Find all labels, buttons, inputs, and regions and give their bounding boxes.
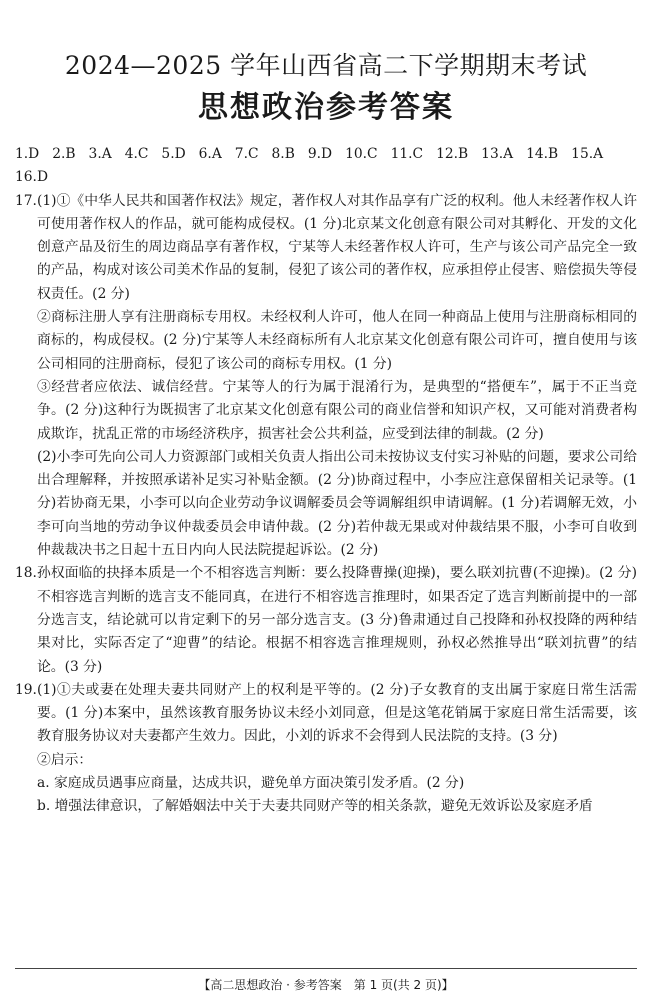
answer-paragraph: ②商标注册人享有注册商标专用权。未经权利人许可，他人在同一种商品上使用与注册商标相同的商标的，构成侵权。(2 分)宁某等人未经商标所有人北京某文化创意有限公司许可，擅自使用与该公司相同的注册商标，侵犯了该公司的商标专用权。(1 分)	[37, 309, 637, 372]
answer-paragraph: a. 家庭成员遇事应商量，达成共识，避免单方面决策引发矛盾。(2 分)	[37, 775, 465, 792]
mc-answer: 4.C	[124, 146, 149, 162]
mc-answer: 12.B	[436, 146, 469, 162]
page-footer: 【高二思想政治 · 参考答案 第 1 页(共 2 页)】	[198, 978, 454, 992]
question-number: 18.	[15, 565, 37, 582]
mc-answer: 16.D	[15, 169, 49, 186]
mc-answer: 15.A	[571, 146, 604, 162]
mc-answer: 13.A	[481, 146, 514, 162]
mc-answer: 10.C	[345, 146, 378, 162]
exam-subtitle: 思想政治参考答案	[198, 90, 454, 125]
question-17	[15, 190, 637, 563]
question-number: 19.	[15, 681, 37, 698]
mc-answer: 3.A	[88, 146, 112, 162]
mc-answer: 8.B	[271, 146, 295, 162]
mc-answer: 6.A	[198, 146, 222, 162]
mc-answer: 5.D	[161, 146, 186, 162]
question-18	[15, 562, 637, 678]
mc-answer: 2.B	[52, 146, 76, 162]
question-number: 17.	[15, 192, 37, 209]
mc-answer: 9.D	[307, 146, 333, 162]
question-19	[15, 679, 637, 819]
answer-paragraph: ③经营者应依法、诚信经营。宁某等人的行为属于混淆行为，是典型的“搭便车”，属于不正当竞争。(2 分)这种行为既损害了北京某文化创意有限公司的商业信誉和知识产权，又可能对消费者构成欺诈，扰乱正常的市场经济秩序，损害社会公共利益，应受到法律的制裁。(2 分)	[37, 378, 637, 442]
footer-divider	[15, 968, 637, 969]
answer-paragraph: ②启示：	[37, 751, 93, 768]
answer-paragraph: (1)①《中华人民共和国著作权法》规定，著作权人对其作品享有广泛的权利。他人未经著作权人许可使用著作权人的作品，就可能构成侵权。(1 分)北京某文化创意有限公司对其孵化、开发的文化创意产品及衍生的周边商品享有著作权，宁某等人未经著作权人许可，生产与该公司产品完全一致的产品，构成对该公司美术作品的复制，侵犯了该公司的著作权，应承担停止侵害、赔偿损失等侵权责任。(2 分)	[37, 192, 637, 302]
mc-answer-list	[15, 143, 637, 190]
exam-title: 2024—2025 学年山西省高二下学期期末考试	[64, 51, 588, 80]
mc-answer: 7.C	[234, 146, 259, 162]
mc-answer: 11.C	[390, 146, 424, 162]
answer-content	[15, 143, 637, 819]
answer-paragraph: (1)①夫或妻在处理夫妻共同财产上的权利是平等的。(2 分)子女教育的支出属于家庭日常生活需要。(1 分)本案中，虽然该教育服务协议未经小刘同意，但是这笔花销属于家庭日常生活需要，该教育服务协议对夫妻都产生效力。因此，小刘的诉求不会得到人民法院的支持。(3 分)	[37, 681, 637, 745]
mc-answer: 14.B	[526, 146, 559, 162]
answer-paragraph: b. 增强法律意识，了解婚姻法中关于夫妻共同财产等的相关条款，避免无效诉讼及家庭矛盾	[37, 798, 593, 815]
mc-answer: 1.D	[15, 146, 40, 162]
answer-paragraph: 孙权面临的抉择本质是一个不相容选言判断：要么投降曹操(迎操)，要么联刘抗曹(不迎操)。(2 分)不相容选言判断的选言支不能同真，在进行不相容选言推理时，如果否定了选言判断前提中的一部分选言支，结论就可以肯定剩下的另一部分选言支。(3 分)鲁肃通过自己投降和孙权投降的两种结果对比，实际否定了“迎曹”的结论。根据不相容选言推理规则，孙权必然推导出“联刘抗曹”的结论。(3 分)	[37, 565, 637, 675]
answer-paragraph: (2)小李可先向公司人力资源部门或相关负责人指出公司未按协议支付实习补贴的问题，要求公司给出合理解释，并按照承诺补足实习补贴金额。(2 分)协商过程中，小李应注意保留相关记录等。(1 分)若协商无果，小李可以向企业劳动争议调解委员会等调解组织申请调解。(1 分)若调解无效，小李可向当地的劳动争议仲裁委员会申请仲裁。(2 分)若仲裁无果或对仲裁结果不服，小李可自收到仲裁裁决书之日起十五日内向人民法院提起诉讼。(2 分)	[37, 448, 637, 559]
